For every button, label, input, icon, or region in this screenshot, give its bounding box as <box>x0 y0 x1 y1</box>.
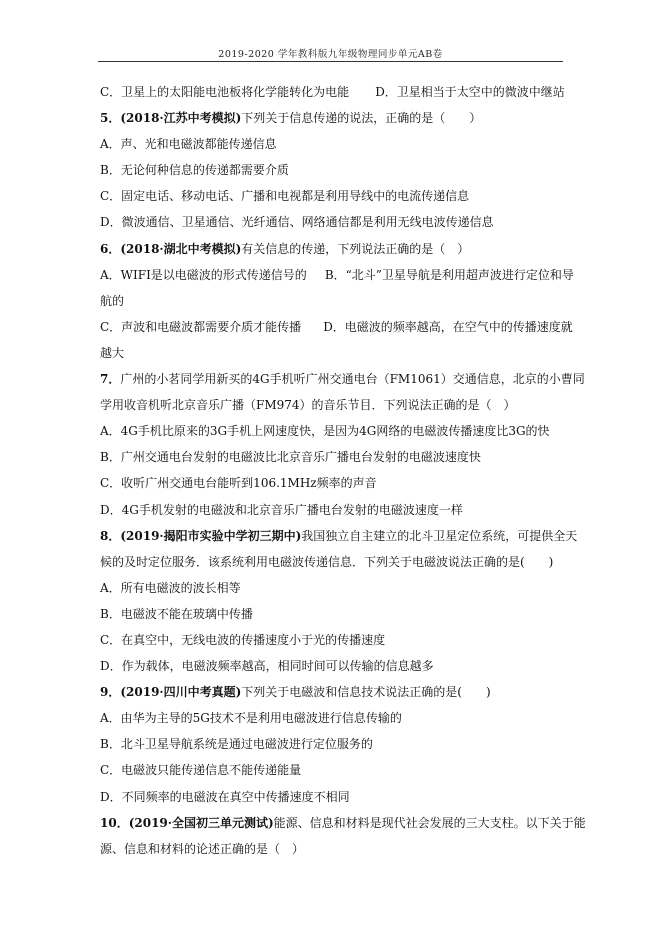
option-c: C．收听广州交通电台能听到106.1MHz频率的声音 <box>100 476 377 491</box>
option-c: C．在真空中，无线电波的传播速度小于光的传播速度 <box>100 632 386 647</box>
question-source-tag: 6．(2018·湖北中考模拟) <box>100 241 242 256</box>
option-b: B．无论何种信息的传递都需要介质 <box>100 163 289 178</box>
header-divider <box>98 61 563 62</box>
option-d: D．4G手机发射的电磁波和北京音乐广播电台发射的电磁波速度一样 <box>100 502 463 517</box>
question-stem: 能源、信息和材料是现代社会发展的三大支柱。以下关于能 <box>273 815 586 830</box>
option-c: C．卫星上的太阳能电池板将化学能转化为电能 <box>100 85 350 99</box>
option-a: A．WIFI是以电磁波的形式传递信号的 <box>100 267 307 282</box>
document-body <box>100 84 586 867</box>
option-d: D．不同频率的电磁波在真空中传播速度不相同 <box>100 789 350 804</box>
option-d: D．卫星相当于太空中的微波中继站 <box>375 85 565 99</box>
option-a: A．声、光和电磁波都能传递信息 <box>100 137 277 152</box>
question-stem-continued: 候的及时定位服务．该系统利用电磁波传递信息．下列关于电磁波说法正确的是( ) <box>100 554 554 569</box>
question-5 <box>100 110 568 136</box>
question-10 <box>100 815 586 841</box>
question-9 <box>100 684 568 710</box>
question-source-tag: 9．(2019·四川中考真题) <box>100 685 242 700</box>
option-d: D．微波通信、卫星通信、光纤通信、网络通信都是利用无线电波传递信息 <box>100 215 494 230</box>
question-stem: 下列关于信息传递的说法，正确的是（ ） <box>241 111 482 126</box>
question-stem: 下列关于电磁波和信息技术说法正确的是( ) <box>241 685 491 700</box>
option-b-continued: 航的 <box>100 293 125 308</box>
option-c: C．固定电话、移动电话、广播和电视都是利用导线中的电流传递信息 <box>100 189 470 204</box>
question-stem: 有关信息的传递，下列说法正确的是（ ） <box>241 241 470 256</box>
option-b: B．“北斗”卫星导航是利用超声波进行定位和导 <box>324 267 574 282</box>
option-d: D．电磁波的频率越高，在空气中的传播速度就 <box>323 319 573 334</box>
option-a: A．由华为主导的5G技术不是利用电磁波进行信息传输的 <box>100 711 402 726</box>
q6-options-ab <box>100 267 574 293</box>
question-stem-continued: 学用收音机听北京音乐广播（FM974）的音乐节目．下列说法正确的是（ ） <box>100 398 516 413</box>
option-b: B．北斗卫星导航系统是通过电磁波进行定位服务的 <box>100 737 373 752</box>
q4-options-cd <box>100 84 568 110</box>
option-d: D．作为载体，电磁波频率越高，相同时间可以传输的信息越多 <box>100 659 434 674</box>
question-stem: 我国独立自主建立的北斗卫星定位系统，可提供全天 <box>301 528 578 543</box>
question-stem-continued: 源、信息和材料的论述正确的是（ ） <box>100 841 305 856</box>
question-source-tag: 10．(2019·全国初三单元测试) <box>100 815 274 830</box>
question-stem: 广州的小茗同学用新买的4G手机听广州交通电台（FM1061）交通信息，北京的小曹同 <box>120 372 585 387</box>
page-header: 2019-2020 学年教科版九年级物理同步单元AB卷 <box>218 49 443 60</box>
option-c: C．电磁波只能传递信息不能传递能量 <box>100 763 302 778</box>
option-b: B．广州交通电台发射的电磁波比北京音乐广播电台发射的电磁波速度快 <box>100 450 481 465</box>
question-source-tag: 8．(2019·揭阳市实验中学初三期中) <box>100 528 302 543</box>
question-6 <box>100 241 568 267</box>
question-source-tag: 5．(2018·江苏中考模拟) <box>100 111 242 126</box>
option-a: A．4G手机比原来的3G手机上网速度快，是因为4G网络的电磁波传播速度比3G的快 <box>100 424 550 439</box>
option-a: A．所有电磁波的波长相等 <box>100 580 241 595</box>
question-number: 7． <box>100 372 121 387</box>
option-b: B．电磁波不能在玻璃中传播 <box>100 606 253 621</box>
option-d-continued: 越大 <box>100 345 125 360</box>
question-7 <box>100 371 585 397</box>
q6-options-cd <box>100 319 573 345</box>
option-c: C．声波和电磁波都需要介质才能传播 <box>100 319 302 334</box>
question-8 <box>100 528 578 554</box>
